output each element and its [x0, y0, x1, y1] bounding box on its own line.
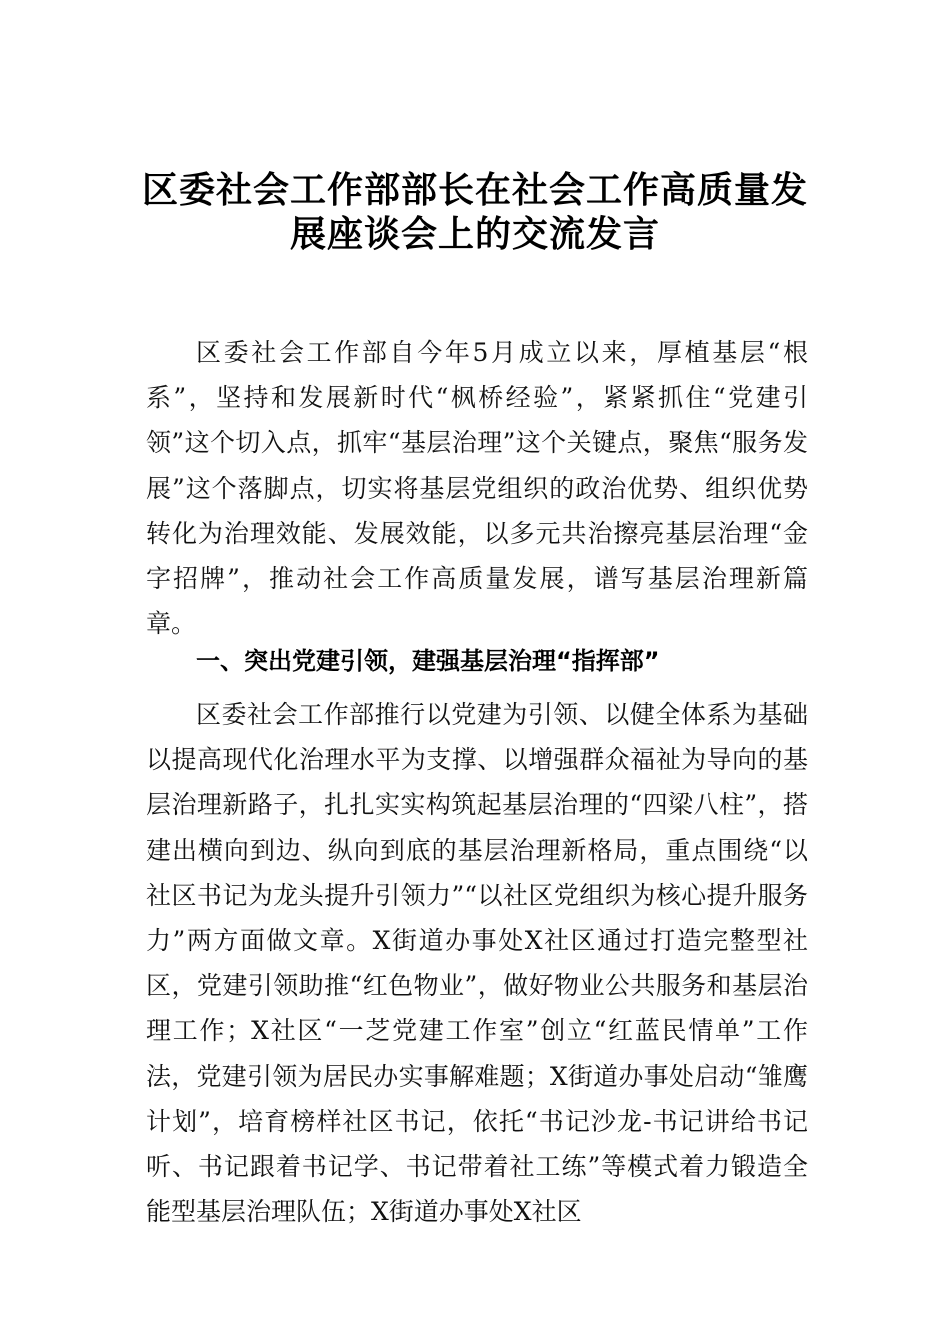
document-title-line-2: 展座谈会上的交流发言	[289, 213, 660, 255]
section-heading-1: 一、突出党建引领，建强基层治理“指挥部”	[196, 647, 660, 675]
document-title-line-1: 区委社会工作部部长在社会工作高质量发	[141, 169, 808, 211]
section-1-paragraph: 区委社会工作部推行以党建为引领、以健全体系为基础以提高现代化治理水平为支撑、以增强群众福祉为导向的基层治理新路子，扎扎实实构筑起基层治理的“四梁八柱”，搭建出横向到边、纵向到底的基层治理新格局，重点围绕“以社区书记为龙头提升引领力”“以社区党组织为核心提升服务力”两方面做文章。X街道办事处X社区通过打造完整型社区，党建引领助推“红色物业”，做好物业公共服务和基层治理工作；X社区“一芝党建工作室”创立“红蓝民情单”工作法，党建引领为居民办实事解难题；X街道办事处启动“雏鹰计划”，培育榜样社区书记，依托“书记沙龙-书记讲给书记听、书记跟着书记学、书记带着社工练”等模式着力锻造全能型基层治理队伍；X街道办事处X社区	[146, 700, 808, 1227]
intro-paragraph: 区委社会工作部自今年5月成立以来，厚植基层“根系”，坚持和发展新时代“枫桥经验”，紧紧抓住“党建引领”这个切入点，抓牢“基层治理”这个关键点，聚焦“服务发展”这个落脚点，切实将基层党组织的政治优势、组织优势转化为治理效能、发展效能，以多元共治擦亮基层治理“金字招牌”，推动社会工作高质量发展，谱写基层治理新篇章。	[146, 338, 808, 639]
